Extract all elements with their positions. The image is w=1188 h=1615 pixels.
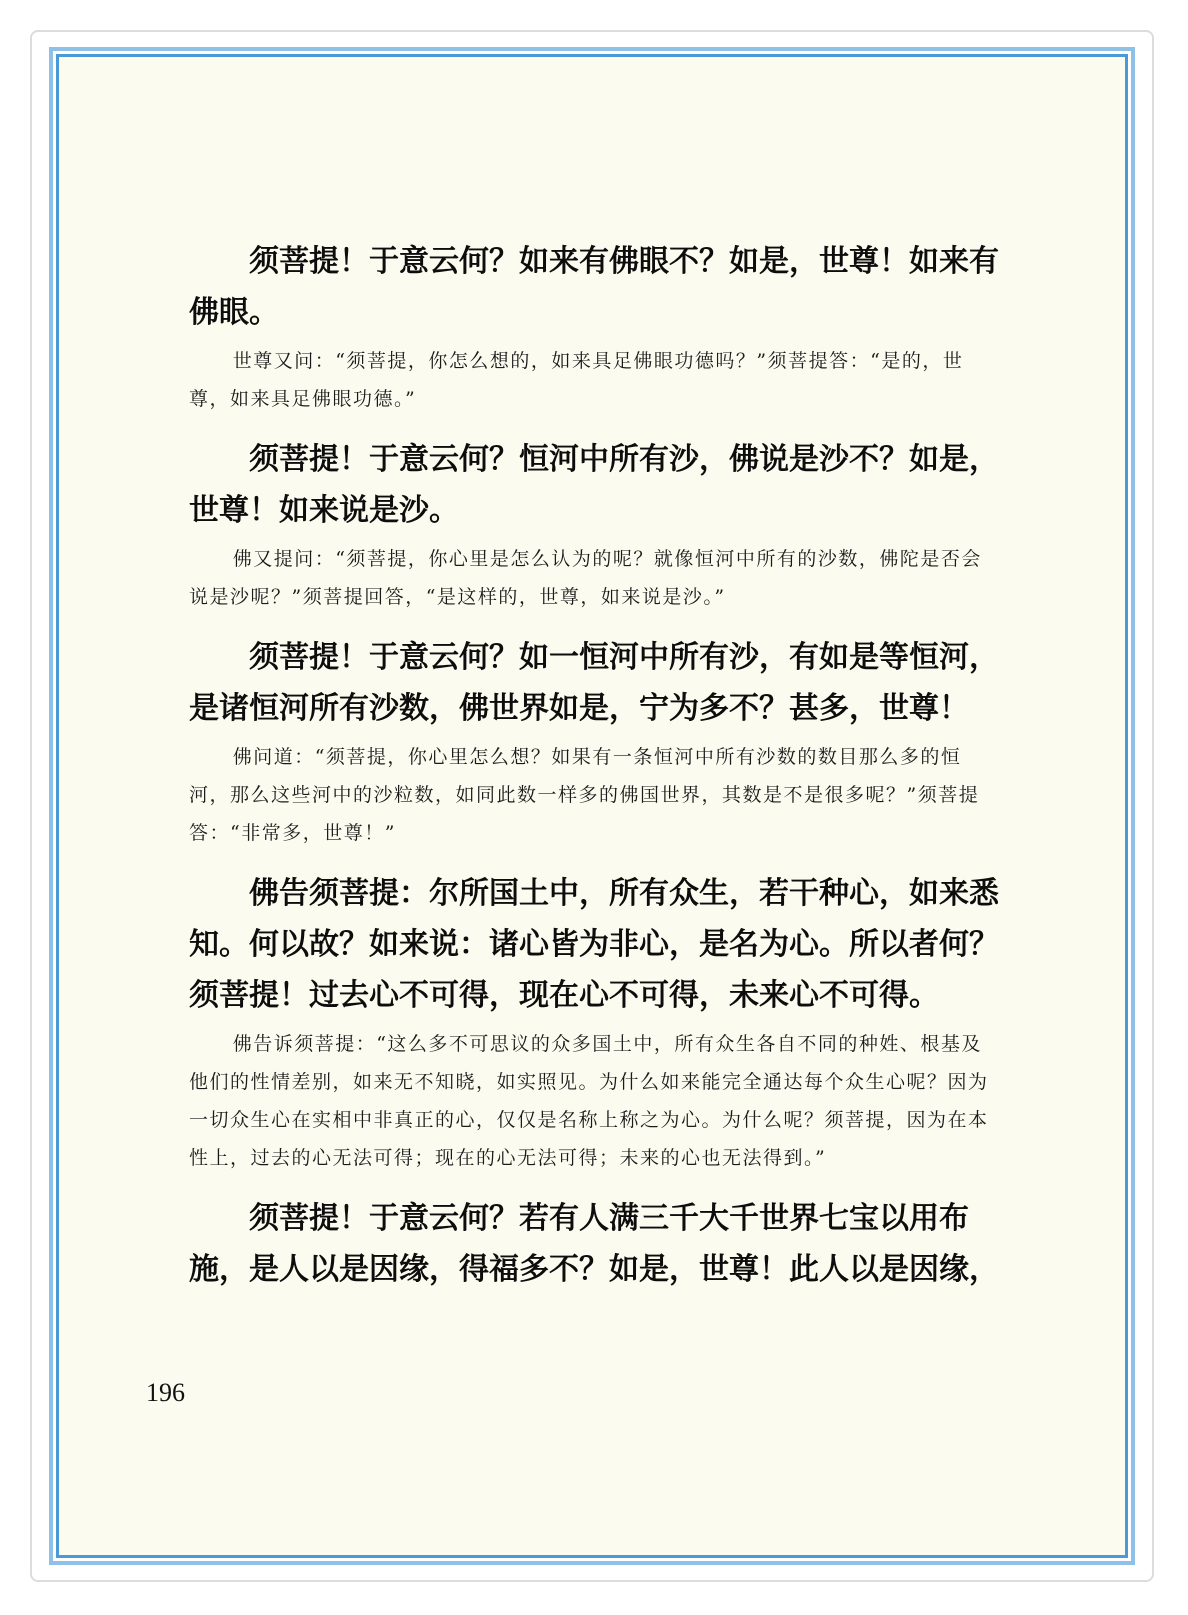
explanation-3: 佛问道：“须菩提，你心里怎么想？如果有一条恒河中所有沙数的数目那么多的恒河，那么这些河中的沙粒数，如同此数一样多的佛国世界，其数是不是很多呢？”须菩提答：“非常多，世尊！” — [189, 746, 980, 844]
explanation-4: 佛告诉须菩提：“这么多不可思议的众多国土中，所有众生各自不同的种姓、根基及他们的性情差别，如来无不知晓，如实照见。为什么如来能完全通达每个众生心呢？因为一切众生心在实相中非真正的心，仅仅是名称上称之为心。为什么呢？须菩提，因为在本性上，过去的心无法可得；现在的心无法可得；未来的心也无法得到。” — [189, 1033, 989, 1169]
sutra-passage-5: 须菩提！于意云何？若有人满三千大千世界七宝以用布施，是人以是因缘，得福多不？如是，世尊！此人以是因缘， — [189, 1201, 999, 1287]
sutra-passage-3: 须菩提！于意云何？如一恒河中所有沙，有如是等恒河，是诸恒河所有沙数，佛世界如是，宁为多不？甚多，世尊！ — [189, 640, 999, 726]
page-text-body — [189, 236, 999, 1295]
sutra-passage-4: 佛告须菩提：尔所国土中，所有众生，若干种心，如来悉知。何以故？如来说：诸心皆为非心，是名为心。所以者何？须菩提！过去心不可得，现在心不可得，未来心不可得。 — [189, 876, 999, 1013]
page-number: 196 — [146, 1378, 185, 1407]
explanation-1: 世尊又问：“须菩提，你怎么想的，如来具足佛眼功德吗？”须菩提答：“是的，世尊，如来具足佛眼功德。” — [189, 350, 964, 410]
sutra-passage-2: 须菩提！于意云何？恒河中所有沙，佛说是沙不？如是，世尊！如来说是沙。 — [189, 442, 999, 528]
sutra-passage-1: 须菩提！于意云何？如来有佛眼不？如是，世尊！如来有佛眼。 — [189, 244, 999, 330]
explanation-2: 佛又提问：“须菩提，你心里是怎么认为的呢？就像恒河中所有的沙数，佛陀是否会说是沙呢？”须菩提回答，“是这样的，世尊，如来说是沙。” — [189, 548, 982, 608]
